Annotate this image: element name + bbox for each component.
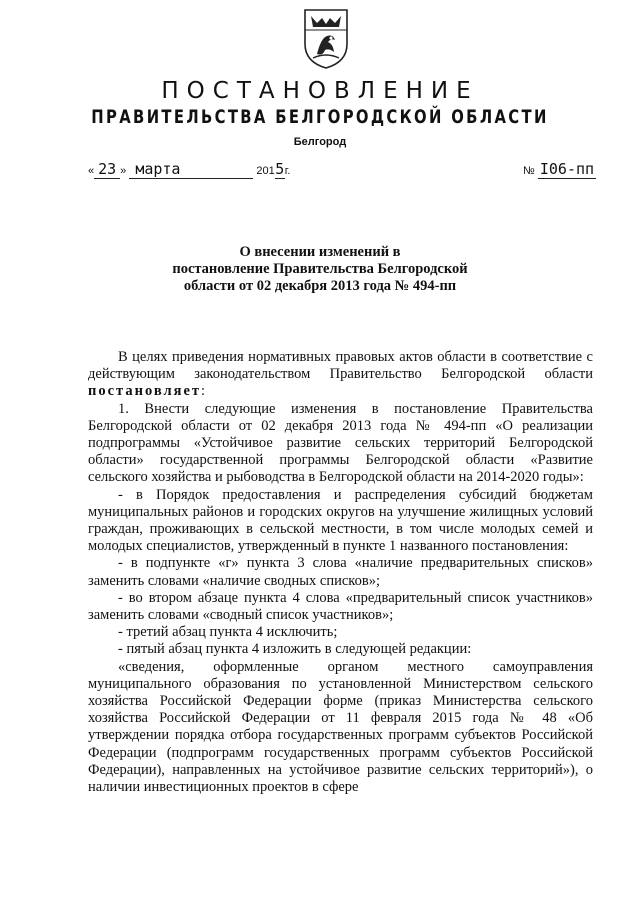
body-paragraph: 1. Внести следующие изменения в постановление Правительства Белгородской области от 02 декабря 2013 года № 494-пп «О реализации подпрограммы «Устойчивое развитие сельских территорий Белгородской области» государственной программы Белгородской области «Развитие сельского хозяйства и рыбоводства в Белгородской области на 2014-2020 годы»: [88, 400, 593, 486]
document-body [88, 349, 593, 796]
subject-line: области от 02 декабря 2013 года № 494-пп [183, 278, 457, 294]
date-year-suffix: г. [284, 165, 291, 177]
coat-of-arms-icon [303, 8, 349, 70]
body-paragraph: - третий абзац пункта 4 исключить; [118, 624, 338, 641]
date-year-digit: 5 [275, 160, 285, 178]
document-type-heading: ПОСТАНОВЛЕНИЕ [161, 78, 479, 104]
preamble-text: В целях приведения нормативных правовых актов области в соответствие с действующим законодательством Правительство Белгородской области [88, 349, 593, 383]
body-paragraph: - в подпункте «г» пункта 3 слова «наличие предварительных списков» заменить словами «наличие сводных списков»; [88, 555, 593, 589]
date-year-prefix: 201 [256, 165, 275, 177]
body-paragraph: - во втором абзаце пункта 4 слова «предварительный список участников» заменить словами «сводный список участников»; [88, 589, 593, 624]
date-month: марта [129, 160, 253, 179]
date-close-quote: » [120, 165, 127, 177]
subject-line: постановление Правительства Белгородской [172, 261, 468, 277]
preamble-end: : [201, 383, 206, 400]
body-paragraph: - в Порядок предоставления и распределения субсидий бюджетам муниципальных районов и городских округов на улучшение жилищных условий граждан, проживающих в сельской местности, в том числе молодых семей и молодых специалистов, утвержденный в пункте 1 названного постановления: [88, 486, 593, 555]
document-number [523, 160, 596, 179]
issuing-authority: ПРАВИТЕЛЬСТВА БЕЛГОРОДСКОЙ ОБЛАСТИ [91, 106, 549, 128]
document-subject [150, 244, 490, 295]
resolution-keyword: постановляет [88, 383, 202, 400]
number-prefix: № [523, 165, 535, 177]
body-paragraph: «сведения, оформленные органом местного самоуправления муниципального образования по установленной Министерством сельского хозяйства Российской Федерации форме (приказ Министерства сельского хозяйства Российской Федерации от 11 февраля 2015 года № 48 «Об утверждении порядка отбора государственных программ субъектов Российской Федерации (подпрограмм государственных программ субъектов Российской Федерации), направленных на устойчивое развитие сельских территорий»), о наличии инвестиционных проектов в сфере [88, 658, 593, 796]
preamble-paragraph [88, 349, 593, 401]
date-day: 23 [94, 160, 120, 179]
subject-line: О внесении изменений в [239, 244, 401, 260]
city-label: Белгород [293, 136, 347, 148]
document-date [88, 160, 290, 179]
date-open-quote: « [88, 165, 95, 177]
body-paragraph: - пятый абзац пункта 4 изложить в следующей редакции: [118, 641, 472, 658]
number-value: I06-пп [539, 160, 595, 178]
